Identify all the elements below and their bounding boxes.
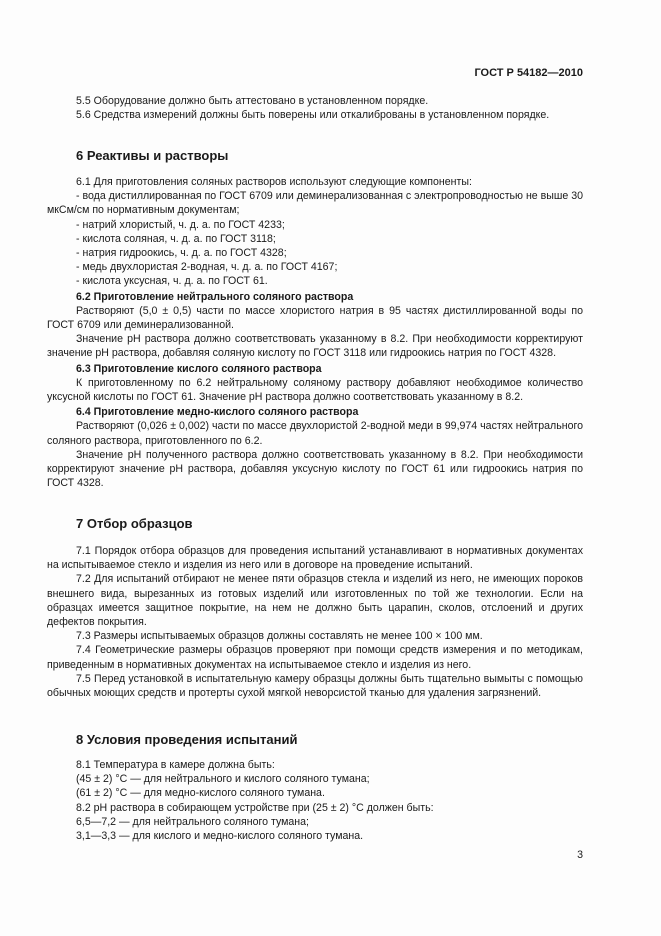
section-7-heading: 7 Отбор образцов [76,516,193,531]
subclause-6-3-title: 6.3 Приготовление кислого соляного раствора [76,362,322,375]
clause-8-line: 8.2 рН раствора в собирающем устройстве при (25 ± 2) °С должен быть: [76,801,434,814]
clause-8-line: 6,5—7,2 — для нейтрального соляного тумана; [76,815,309,828]
clause-6-1: 6.1 Для приготовления соляных растворов используют следующие компоненты: [76,176,472,188]
subclause-6-2-text: Значение рН раствора должно соответствовать указанному в 8.2. При необходимости корректируют значение рН раствора, добавляя соляную кислоту по ГОСТ 3118 или гидроокись натрия по ГОСТ 4328. [47,333,583,360]
section-8 [47,732,583,748]
clause-7-5: 7.5 Перед установкой в испытательную камеру образцы должны быть тщательно вымыты с помощью обычных моющих средств и протерты сухой мягкой неворсистой тканью для удаления загрязнений. [47,672,583,700]
clause-7-2: 7.2 Для испытаний отбирают не менее пяти образцов стекла и изделий из него, не имеющих пороков внешнего вида, вырезанных из готовых изделий или изготовленных по той же технологии. Если на образцах имеется защитное покрытие, на нем не должно быть царапин, сколов, отслоений и других дефектов покрытия. [47,573,583,629]
section-8-heading: 8 Условия проведения испытаний [76,732,298,747]
clause-5-6: 5.6 Средства измерений должны быть поверены или откалиброваны в установленном порядке. [76,109,550,122]
component-item: - кислота уксусная, ч. д. а. по ГОСТ 61. [76,275,268,288]
section-6-body [47,175,583,490]
component-item: - натрий хлористый, ч. д. а. по ГОСТ 4233; [76,218,285,231]
page-number: 3 [577,849,583,861]
section-7 [47,516,583,532]
document-code: ГОСТ Р 54182—2010 [474,67,583,79]
subclause-6-4-text: Растворяют (0,026 ± 0,002) части по массе двухлористой 2-водной меди в 99,974 частях нейтрального соляного раствора, приготовленного по 6.2. [47,420,583,447]
clause-7-1: 7.1 Порядок отбора образцов для проведения испытаний устанавливают в нормативных документах на испытываемое стекло и изделия из него или в договоре на проведение испытаний. [47,545,583,572]
subclause-6-4-text: Значение рН полученного раствора должно соответствовать указанному в 8.2. При необходимости корректируют значение рН раствора, добавляя уксусную кислоту по ГОСТ 61 или гидроокись натрия по ГОСТ 4328. [47,448,583,490]
component-item: - кислота соляная, ч. д. а. по ГОСТ 3118; [76,232,276,245]
intro-clauses [47,94,583,122]
clause-7-4: 7.4 Геометрические размеры образцов проверяют при помощи средств измерения и по методикам, приведенным в нормативных документах на испытываемое стекло и изделия из него. [47,644,583,671]
component-item: - медь двухлористая 2-водная, ч. д. а. по ГОСТ 4167; [76,261,338,274]
subclause-6-2-title: 6.2 Приготовление нейтрального соляного раствора [76,290,354,303]
subclause-6-4-title: 6.4 Приготовление медно-кислого соляного раствора [76,406,359,419]
clause-8-line: 3,1—3,3 — для кислого и медно-кислого соляного тумана. [76,830,364,843]
component-item: - вода дистиллированная по ГОСТ 6709 или деминерализованная с электропроводностью не выше 30 мкСм/см по нормативным документам; [47,190,583,217]
subclause-6-2-text: Растворяют (5,0 ± 0,5) части по массе хлористого натрия в 95 частях дистиллированной воды по ГОСТ 6709 или деминерализованной. [47,304,583,332]
clause-5-5: 5.5 Оборудование должно быть аттестовано в установленном порядке. [76,95,429,107]
section-7-body [47,544,583,700]
clause-8-line: (45 ± 2) °С — для нейтрального и кислого соляного тумана; [76,773,370,786]
section-6 [47,148,583,164]
clause-8-line: 8.1 Температура в камере должна быть: [76,759,275,771]
subclause-6-3-text: К приготовленному по 6.2 нейтральному соляному раствору добавляют необходимое количество уксусной кислоты по ГОСТ 61. Значение рН раствора должно соответствовать указанному в 8.2. [47,376,583,404]
component-item: - натрия гидроокись, ч. д. а. по ГОСТ 4328; [76,247,287,260]
clause-8-line: (61 ± 2) °С — для медно-кислого соляного тумана. [76,787,325,800]
clause-7-3: 7.3 Размеры испытываемых образцов должны составлять не менее 100 × 100 мм. [76,630,483,643]
section-8-body [47,758,583,843]
section-6-heading: 6 Реактивы и растворы [76,148,229,163]
